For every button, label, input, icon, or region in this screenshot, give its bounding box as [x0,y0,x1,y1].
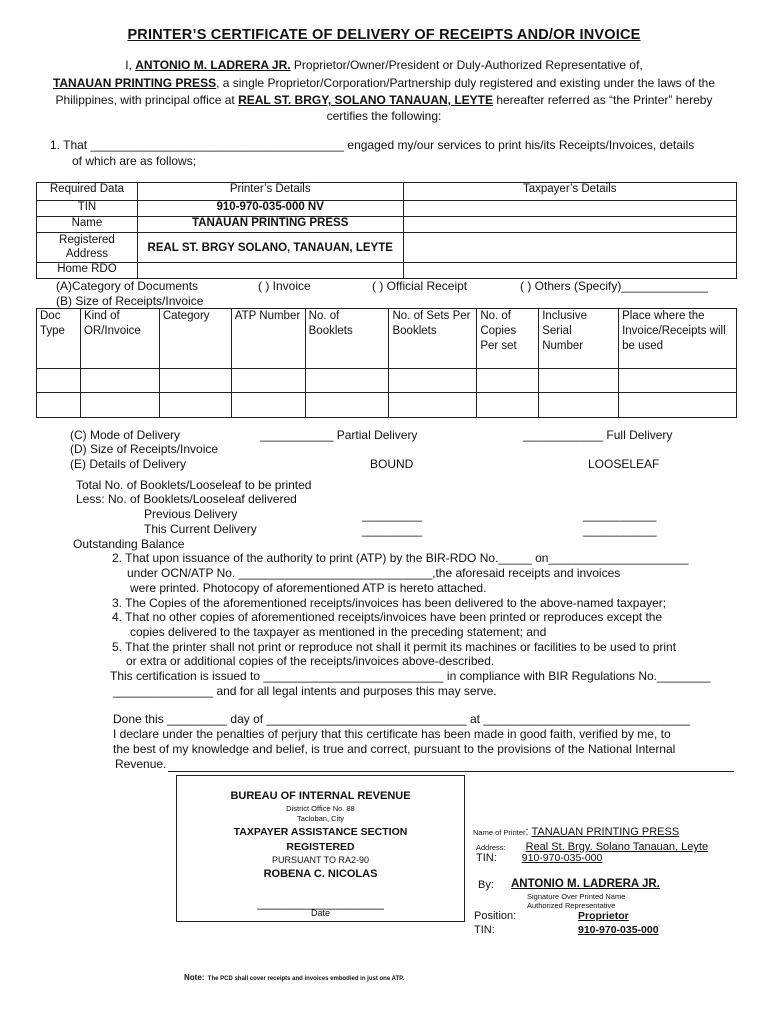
header-atp-number: ATP Number [231,309,305,369]
bound-label: BOUND [370,457,414,471]
option-others[interactable]: ( ) Others (Specify)_____________ [520,279,709,293]
row-label: Name [37,217,138,233]
intro-line-2 [20,76,748,90]
option-invoice[interactable]: ( ) Invoice [258,279,311,293]
declaration-line-1: I declare under the penalties of perjury that this certificate has been made in good faith, verified by me, to [113,727,671,741]
item-3: 3. The Copies of the aforementioned receipts/invoices has been delivered to the above-named taxpayer; [112,596,667,610]
header-printer-details: Printer’s Details [137,183,403,201]
table-cell[interactable] [539,393,619,418]
printer-tin-row [476,852,602,864]
printer-tin-label: TIN: [476,852,497,864]
item-2-line-3: were printed. Photocopy of aforementioned ATP is hereto attached. [130,581,487,595]
signatory-name: ANTONIO M. LADRERA JR. [511,878,660,890]
stamp-date-label: Date [310,908,330,918]
table-cell[interactable] [37,369,81,393]
done-this-line: Done this _________ day of ______________________________ at _______________________________ [113,712,691,726]
intro-text: Philippines, with principal office at [55,93,239,107]
header-kind: Kind of OR/Invoice [80,309,159,369]
table-row [37,369,737,393]
item-5-line-2: or extra or additional copies of the receipts/invoices above-described. [126,654,495,668]
row-label: Home RDO [37,263,138,279]
table-cell[interactable] [389,393,477,418]
header-place: Place where the Invoice/Receipts will be used [619,309,737,369]
header-serial: Inclusive Serial Number [539,309,619,369]
stamp-agency: BUREAU OF INTERNAL REVENUE [230,790,411,802]
table-cell[interactable] [539,369,619,393]
stamp-city: Tacloban, City [296,814,345,823]
position-value: Proprietor [578,910,629,922]
intro-line-1 [20,58,748,72]
current-bound-blank[interactable]: _________ [362,523,423,537]
item-4-line-2: copies delivered to the taxpayer as mentioned in the preceding statement; and [130,625,547,639]
receipts-header-row [37,309,737,369]
current-delivery: This Current Delivery [144,522,257,536]
item-5-line-1: 5. That the printer shall not print or reproduce not shall it permit its machines or facilities to be used to print [112,640,677,654]
tin2-label: TIN: [474,924,495,936]
table-cell[interactable] [159,393,231,418]
stamp-district: District Office No. 88 [286,804,355,813]
printer-rdo-cell [137,263,403,279]
note-text: The PCD shall cover receipts and invoices embodied in just one ATP. [207,976,405,982]
table-row [37,233,737,263]
table-row [37,201,737,217]
printer-tin: 910-970-035-000 NV [137,201,403,217]
stamp-date-line[interactable]: ___________________ [257,896,384,910]
header-sets: No. of Sets Per Booklets [389,309,477,369]
printer-tin-value: 910-970-035-000 [521,852,603,864]
footer-note [184,969,404,983]
position-label: Position: [474,910,517,922]
by-label: By: [478,879,494,891]
table-cell[interactable] [477,369,539,393]
header-copies: No. of Copies Per set [477,309,539,369]
table-cell[interactable] [231,369,305,393]
item-2-line-2: under OCN/ATP No. _____________________________,the aforesaid receipts and invoices [127,566,621,580]
details-header-row [37,183,737,201]
item-1-line-2: of which are as follows; [72,154,197,168]
intro-line-4: certifies the following: [326,109,442,123]
row-label: TIN [37,201,138,217]
company-name: TANAUAN PRINTING PRESS [52,76,217,90]
stamp-officer: ROBENA C. NICOLAS [263,868,378,880]
printer-address-value: Real St. Brgy. Solano Tanauan, Leyte [525,841,709,853]
item-4-line-1: 4. That no other copies of aforementioned receipts/invoices have been printed or reproduces except the [112,610,663,624]
header-booklets: No. of Booklets [305,309,389,369]
table-cell[interactable] [37,393,81,418]
taxpayer-name-cell[interactable] [403,217,736,233]
header-doc-type: Doc Type [37,309,81,369]
printer-address-label: Address: [476,843,506,852]
intro-line-3 [20,93,748,107]
outstanding-balance: Outstanding Balance [73,537,185,551]
details-table [36,182,737,279]
intro-text: hereafter referred as “the Printer” hereby [493,93,713,107]
taxpayer-rdo-cell[interactable] [403,263,736,279]
item-1-line-1: 1. That ______________________________________ engaged my/our services to print his/its Receipts/Invoices, details [50,138,695,152]
tin2-value: 910-970-035-000 [578,924,659,936]
printer-name-row: Name of Printer: TANAUAN PRINTING PRESS [473,826,680,838]
intro-text: , a single Proprietor/Corporation/Partnership duly registered and existing under the laws of the [216,76,716,90]
stamp-pursuant: PURSUANT TO RA2-90 [271,855,370,865]
previous-looseleaf-blank[interactable]: ___________ [583,508,657,522]
partial-delivery[interactable]: ___________ Partial Delivery [260,428,418,442]
option-official-receipt[interactable]: ( ) Official Receipt [372,279,468,293]
header-category: Category [159,309,231,369]
size-label: (B) Size of Receipts/Invoice [56,294,204,308]
printer-name: TANAUAN PRINTING PRESS [137,217,403,233]
mode-of-delivery: (C) Mode of Delivery [70,428,181,442]
table-cell[interactable] [231,393,305,418]
declaration-line-2: the best of my knowledge and belief, is true and correct, pursuant to the provisions of the National Internal [113,742,676,756]
table-row [37,393,737,418]
printer-address: REAL ST. BRGY SOLANO, TANAUAN, LEYTE [137,233,403,263]
printer-address-row [476,839,708,853]
signature-caption: Signature Over Printed Name [527,892,626,901]
stamp-section: TAXPAYER ASSISTANCE SECTION [233,826,408,838]
total-booklets: Total No. of Booklets/Looseleaf to be printed [76,478,312,492]
intro-text: Proprietor/Owner/President or Duly-Authorized Representative of, [290,58,643,72]
header-required-data: Required Data [37,183,138,201]
category-label: (A)Category of Documents [56,279,199,293]
printer-name-value: TANAUAN PRINTING PRESS [531,826,680,838]
table-cell[interactable] [305,369,389,393]
header-taxpayer-details: Taxpayer’s Details [403,183,736,201]
certification-line-1: This certification is issued to ___________________________ in compliance with BIR Regulations No.________ [110,669,711,683]
taxpayer-tin-cell[interactable] [403,201,736,217]
table-cell[interactable] [80,393,159,418]
size-of-receipts: (D) Size of Receipts/Invoice [70,442,219,456]
taxpayer-address-cell[interactable] [403,233,736,263]
table-cell[interactable] [159,369,231,393]
intro-text: I, [125,58,136,72]
previous-bound-blank[interactable]: _________ [362,508,423,522]
table-row [37,263,737,279]
signature-caption-2: Authorized Representative [527,901,616,910]
full-delivery[interactable]: ____________ Full Delivery [523,428,673,442]
looseleaf-label: LOOSELEAF [588,457,660,471]
table-cell[interactable] [619,369,737,393]
table-cell[interactable] [619,393,737,418]
table-cell[interactable] [389,369,477,393]
row-label: Registered Address [37,233,138,263]
declaration-line-3: Revenue. [115,757,167,771]
certification-line-2: _______________ and for all legal intents and purposes this may serve. [113,684,497,698]
page-title: PRINTER’S CERTIFICATE OF DELIVERY OF RECEIPTS AND/OR INVOICE [127,27,641,43]
printer-name-label: Name of Printer [473,828,526,837]
previous-delivery: Previous Delivery [144,507,238,521]
current-looseleaf-blank[interactable]: ___________ [583,523,657,537]
receipts-table [36,308,737,418]
note-label: Note: [184,973,205,982]
office-address: REAL ST. BRGY, SOLANO TANAUAN, LEYTE [238,93,493,107]
table-cell[interactable] [80,369,159,393]
item-2-line-1: 2. That upon issuance of the authority to print (ATP) by the BIR-RDO No._____ on_____________________ [112,551,689,565]
less-delivered: Less: No. of Booklets/Looseleaf delivered [76,492,297,506]
details-of-delivery: (E) Details of Delivery [70,457,187,471]
stamp-registered: REGISTERED [286,841,355,853]
representative-name: ANTONIO M. LADRERA JR. [135,58,291,72]
table-row [37,217,737,233]
table-cell[interactable] [477,393,539,418]
divider [168,771,734,772]
table-cell[interactable] [305,393,389,418]
